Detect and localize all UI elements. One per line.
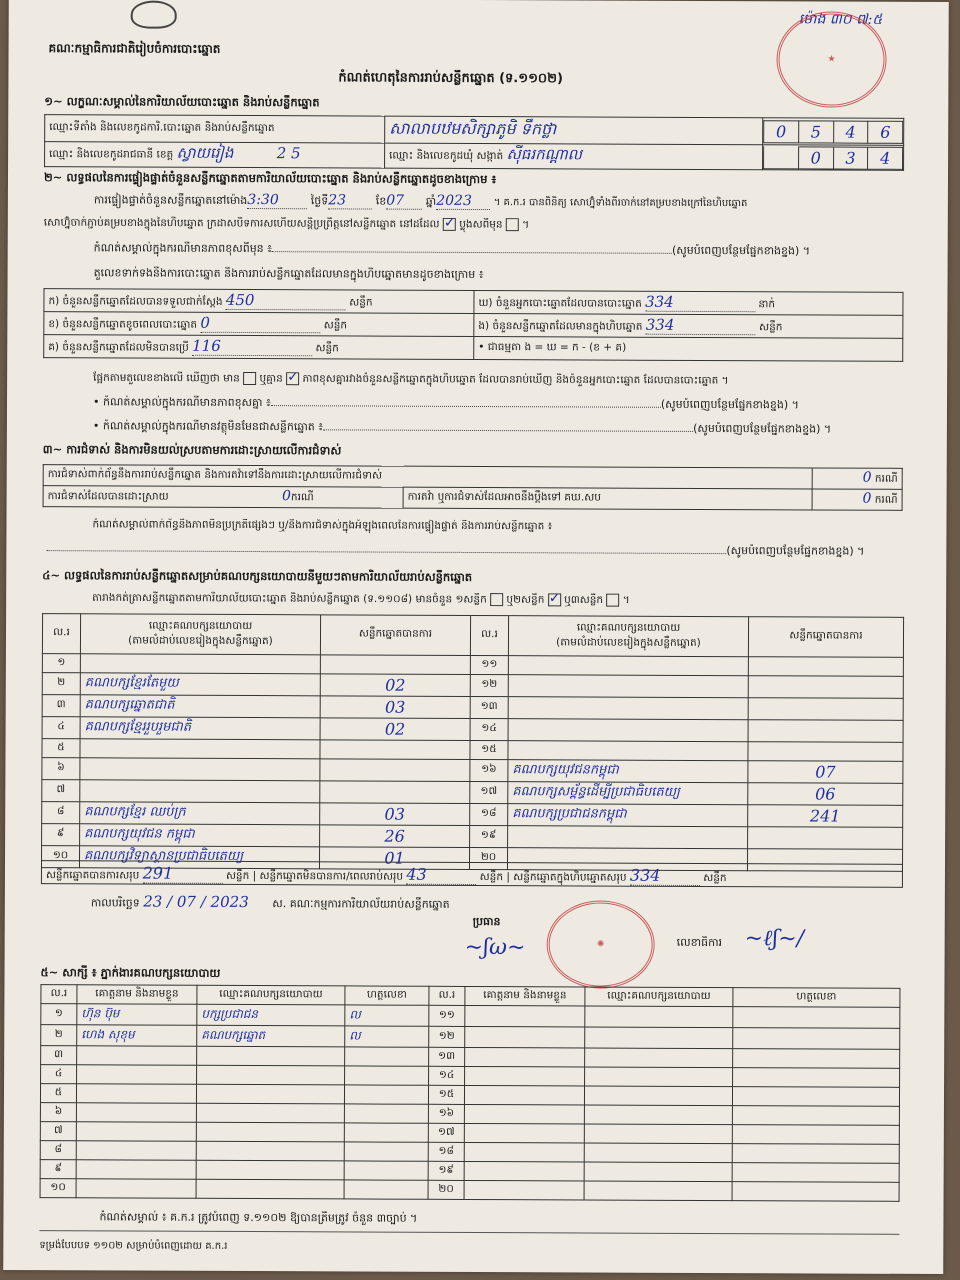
empty-cell (465, 1066, 585, 1086)
verify-year: 2023 (436, 193, 490, 210)
section3-title: ៣~ ការជំទាស់ និងការមិនយល់ស្របតាមការដោះស្រាយលើការជំទាស់ (42, 442, 342, 458)
verify-time: 3:30 (247, 192, 307, 209)
seal-ok-checkbox[interactable] (443, 218, 456, 231)
s1-r2-label: ឈ្មោះ និងលេខកូដរាជធានី ខេត្ត ស្វាយរៀង 2 5 (45, 142, 385, 168)
two-sheet-checkbox[interactable] (548, 593, 561, 606)
empty-cell (464, 1161, 584, 1181)
empty-cell (465, 1047, 585, 1067)
empty-cell (585, 1048, 733, 1068)
party-votes (748, 742, 903, 762)
witness-name (76, 1084, 196, 1104)
witness-no: ៧ (40, 1122, 76, 1141)
org-name: គណៈកម្មាធិការជាតិរៀបចំការបោះឆ្នោត (48, 41, 221, 56)
empty-cell (584, 1105, 732, 1125)
w-col-name: គោត្តនាម និងនាមខ្លួន (465, 986, 585, 1006)
w-col-sig: ហត្ថលេខា (345, 986, 429, 1005)
witness-name: ហេង សុខុម (77, 1025, 197, 1047)
chair-label: ប្រធាន (472, 914, 501, 929)
empty-cell (733, 1028, 900, 1050)
empty-cell (733, 1068, 900, 1088)
row-number: ១២ (470, 674, 508, 696)
witness-name (76, 1103, 196, 1123)
witness-name (77, 1065, 197, 1085)
row-number: ១៧ (470, 781, 508, 803)
row-number: ៨ (42, 802, 80, 824)
empty-cell (733, 1049, 900, 1069)
witness-no: ១៦ (428, 1104, 464, 1123)
irregularity-fill: (សូមបំពេញបន្ថែមផ្នែកខាងខ្នង) ។ (46, 541, 864, 561)
top-note: ម៉ោង ៣០ ៧:៥ (798, 11, 883, 28)
code-digit: 5 (798, 120, 833, 142)
code-digit: 3 (833, 147, 868, 169)
party-name (508, 656, 748, 676)
witness-no: ៤ (41, 1065, 77, 1084)
official-stamp-top: ★ (776, 11, 886, 107)
witness-party (196, 1084, 344, 1104)
s1-r2-commune: ឈ្មោះ និងលេខកូដឃុំ សង្កាត់ ស៊ីធរកណ្ដាល (385, 143, 763, 170)
diff-no-checkbox[interactable] (286, 372, 299, 385)
party-name: គណបក្សវិទ្យាស្ថានប្រជាធិបតេយ្យ (79, 846, 319, 869)
witness-signature (344, 1142, 428, 1161)
witness-party (197, 1046, 345, 1066)
empty-cell (464, 1104, 584, 1124)
commune-value: ស៊ីធរកណ្ដាល (506, 145, 583, 164)
discrepancy-line: ផ្អែកតាមតួលេខខាងលើ ឃើញថា មាន ឬគ្មាន ✓ ភាពខុសគ្នារវាងចំនួនសន្លឹកឆ្នោតក្នុងហិបឆ្នោត ដែលបានរាប់ឃើញ និងចំនួនអ្នកបោះឆ្នោត ដែលបានបោះឆ្នោត ។ (93, 371, 728, 389)
s1-r1-label: ឈ្មោះទីតាំង និងលេខកូដការិ.បោះឆ្នោត និងរាប់សន្លឹកឆ្នោត (45, 115, 385, 143)
row-number: ១១ (470, 655, 508, 674)
witness-no: ៣ (41, 1046, 77, 1065)
verify-line: ការផ្ទៀងផ្ទាត់ចំនួនសន្លឹកឆ្នោតនៅម៉ោង3:30 ថ្ងៃទី23 ខែ07 ឆ្នាំ2023 ។ គ.ក.រ បានពិនិត្យ សោហ្វ៊ុំទាំងពីរចាក់នៅគម្របខាងក្រៅនៃហិបឆ្នោត (93, 191, 748, 210)
col-votes: សន្លឹកឆ្នោតបានការ (748, 617, 903, 658)
witness-signature (345, 1047, 429, 1066)
row-number: ១៥ (470, 740, 508, 759)
row-number: ១៨ (470, 803, 508, 825)
diff-note: • កំណត់សម្គាល់ក្នុងករណីមានភាពខុសគ្នា ៖ (សូមបំពេញបន្ថែមផ្នែកខាងខ្នង) ។ (92, 395, 799, 412)
objections-count: 0 (862, 469, 872, 486)
party-name: គណបក្សយុវជនកម្ពុជា (508, 760, 748, 783)
party-name (80, 758, 320, 781)
party-name (80, 654, 320, 674)
formula: • ជាធម្មតា ង = ឃ = ក - (ខ + គ) (474, 336, 903, 361)
party-votes (320, 655, 470, 675)
party-name: គណបក្សយុវជន កម្ពុជា (80, 824, 320, 847)
witness-party: គណបក្សឆ្នោត (197, 1025, 345, 1047)
party-name (508, 741, 748, 761)
witness-no: ១៧ (428, 1123, 464, 1142)
totals-row: សន្លឹកឆ្នោតបានការសរុប 291 សន្លឹក | សន្លឹកឆ្នោតមិនបានការ/ពេលរាប់សរុប 43 សន្លឹក | សន្លឹកឆ្នោតក្នុងហិបឆ្នោតសរុប 334 សន្លឹក (41, 860, 903, 888)
col-no: ល.រ (470, 615, 508, 655)
party-votes: 06 (748, 783, 903, 806)
row-number: ៣ (42, 695, 80, 717)
voters-count: 334 (645, 293, 755, 312)
section5-title: ៥~ សាក្សី ៖ ភ្នាក់ងារគណបក្សនយោបាយ (40, 965, 221, 980)
w-col-no: ល.រ (429, 986, 465, 1005)
party-votes: 02 (320, 718, 470, 741)
party-votes (320, 781, 470, 804)
valid-total: 291 (143, 864, 223, 884)
party-name (80, 780, 320, 803)
verify-day: 23 (328, 192, 372, 209)
w-col-name: គោត្តនាម និងនាមខ្លួន (77, 985, 197, 1005)
party-votes: 03 (320, 696, 470, 719)
empty-cell (732, 1144, 899, 1164)
empty-cell (585, 1067, 733, 1087)
logo (131, 0, 177, 28)
row-number: ២ (42, 673, 80, 695)
party-votes: 241 (748, 805, 903, 828)
empty-cell (733, 1007, 900, 1029)
province-code: 2 5 (276, 144, 301, 163)
received-ballots: 450 (226, 291, 346, 311)
witness-party (197, 1065, 345, 1085)
witness-signature: ល (345, 1005, 429, 1026)
col-votes: សន្លឹកឆ្នោតបានការ (320, 615, 470, 656)
form-title: កំណត់ហេតុនៃការរាប់សន្លឹកឆ្នោត (ទ.១១០២) (338, 70, 563, 87)
party-name (508, 826, 748, 849)
s1-table (44, 114, 904, 171)
witness-party (196, 1103, 344, 1123)
w-col-party: ឈ្មោះគណបក្សនយោបាយ (585, 987, 733, 1007)
irregularity-note: កំណត់សម្គាល់ពាក់ព័ន្ធនឹងភាពមិនប្រក្រតីផ្សេងៗ ឬ/និងការជំទាស់ក្នុងអំឡុងពេលនៃការផ្ទៀងផ្ទាត់ និងការរាប់សន្លឹកឆ្នោត ៖ (92, 518, 553, 533)
appeals-count: 0 (862, 490, 872, 507)
row-number: ១០ (41, 846, 79, 868)
form-footer: ទម្រង់បែបបទ ១១០២ សម្រាប់បំពេញដោយ គ.ក.រ (39, 1240, 228, 1252)
empty-cell (585, 1006, 733, 1028)
section1-title: ១~ លក្ខណៈសម្គាល់នៃការិយាល័យបោះឆ្នោត និងរាប់សន្លឹកឆ្នោត (44, 94, 320, 110)
party-votes: 07 (748, 761, 903, 784)
one-sheet-checkbox[interactable] (490, 593, 503, 606)
witness-signature (344, 1104, 428, 1123)
party-name: គណបក្សខ្មែរតែមួយ (80, 673, 320, 696)
empty-cell (584, 1181, 732, 1201)
empty-cell (732, 1182, 899, 1202)
party-name (80, 739, 320, 759)
col-party: ឈ្មោះគណបក្សនយោបាយ (តាមលំដាប់លេខរៀងក្នុងសន្លឹកឆ្នោត) (80, 614, 320, 655)
witness-no: ៥ (40, 1084, 76, 1103)
sign-date: 23 / 07 / 2023 (143, 892, 249, 912)
code-digit: 4 (868, 147, 903, 169)
empty-cell (584, 1143, 732, 1163)
empty-cell (465, 1026, 585, 1048)
witness-no: ១៩ (428, 1161, 464, 1180)
secretary-label: លេខាធិការ (676, 935, 723, 950)
w-col-party: ឈ្មោះគណបក្សនយោបាយ (197, 985, 345, 1005)
party-votes (748, 676, 903, 699)
witness-no: ១២ (429, 1026, 465, 1047)
resolved-count: 0 (281, 488, 291, 505)
ballots-in-box: 334 (646, 316, 756, 335)
witness-no: ៦ (40, 1103, 76, 1122)
official-stamp-bottom: ✺ (546, 900, 654, 988)
party-votes: 01 (319, 847, 469, 870)
verify-month: 07 (386, 193, 422, 210)
section2-title: ២~ លទ្ធផលនៃការផ្ទៀងផ្ទាត់ចំនួនសន្លឹកឆ្នោតតាមការិយាល័យបោះឆ្នោត និងរាប់សន្លឹកឆ្នោតដូចខាងក្រោម ៖ (43, 170, 497, 187)
diff-note-line: កំណត់សម្គាល់ក្នុងករណីមានភាពខុសពីមុន ៖ (សូមបំពេញបន្ថែមផ្នែកខាងខ្នង) ។ (93, 241, 811, 258)
witness-no: ១៥ (428, 1085, 464, 1104)
diff-yes-checkbox[interactable] (243, 372, 256, 385)
party-name (508, 675, 748, 698)
w-col-sig: ហត្ថលេខា (733, 988, 900, 1008)
party-votes (320, 759, 470, 782)
s1-r1-value: សាលាបឋមសិក្សាភូមិ ទឹកថ្លា (385, 116, 763, 145)
party-votes (748, 720, 903, 743)
witness-name (77, 1046, 197, 1066)
witness-no: ១៨ (428, 1142, 464, 1161)
witness-signature (344, 1161, 428, 1180)
party-votes (748, 657, 903, 677)
party-votes: 02 (320, 674, 470, 697)
figures-intro: តួលេខទាក់ទងនឹងការបោះឆ្នោត និងការរាប់សន្លឹកឆ្នោតដែលមានក្នុងហិបឆ្នោតមានដូចខាងក្រោម ៖ (93, 266, 484, 282)
party-name: គណបក្សប្រជាជនកម្ពុជា (508, 804, 748, 827)
party-votes (748, 827, 903, 850)
witness-table (40, 984, 901, 1202)
row-number: ១៩ (470, 825, 508, 847)
objection-table: ការជំទាស់ពាក់ព័ន្ធនឹងការរាប់សន្លឹកឆ្នោត និងការតវ៉ាទៅនឹងការដោះស្រាយលើការជំទាស់ 0 ករណី ការជំទាស់ដែលបានដោះស្រាយ 0ករណី ការតវ៉ា ឬការជំទាស់ដែលអាចនឹងប្ដឹងទៅ គឃ.សប 0 ករណី (43, 464, 903, 511)
party-name: គណបក្សខ្មែររួបរួមជាតិ (80, 717, 320, 740)
code-digit: 6 (868, 121, 903, 143)
empty-cell (732, 1125, 899, 1145)
witness-no: ១១ (429, 1005, 465, 1026)
witness-name (76, 1122, 196, 1142)
object-note: • កំណត់សម្គាល់ក្នុងករណីមានវត្ថុមិនមែនជាសន្លឹកឆ្នោត ៖ (សូមបំពេញបន្ថែមផ្នែកខាងខ្នង) ។ (92, 419, 832, 436)
row-number: ១៦ (470, 759, 508, 781)
party-votes: 26 (320, 825, 470, 848)
party-votes (748, 698, 903, 721)
witness-name (76, 1179, 196, 1199)
party-name: គណបក្សសម្ព័ន្ធដើម្បីប្រជាធិបតេយ្យ (508, 782, 748, 805)
witness-no: ២ (41, 1025, 77, 1046)
unused-ballots: 116 (192, 337, 312, 357)
chair-signature: ~ʃω~ (464, 934, 526, 961)
row-number: ៤ (42, 717, 80, 739)
empty-cell (464, 1123, 584, 1143)
witness-signature (344, 1085, 428, 1104)
witness-signature (345, 1066, 429, 1085)
empty-cell (732, 1087, 899, 1107)
row-number: ១៣ (470, 696, 508, 718)
spoiled-ballots: 0 (200, 314, 320, 334)
witness-no: ៩ (40, 1160, 76, 1179)
witness-no: ២០ (428, 1180, 464, 1199)
witness-party (196, 1160, 344, 1180)
empty-cell (732, 1163, 899, 1183)
witness-signature (344, 1123, 428, 1142)
three-sheet-checkbox[interactable] (606, 594, 619, 607)
row-number: ៦ (42, 758, 80, 780)
empty-cell (732, 1106, 899, 1126)
witness-party (196, 1122, 344, 1142)
divider (39, 1230, 899, 1235)
witness-signature (344, 1180, 428, 1199)
empty-cell (585, 1027, 733, 1049)
empty-cell (584, 1086, 732, 1106)
witness-party (196, 1179, 344, 1199)
empty-cell (464, 1180, 584, 1200)
results-table (41, 613, 904, 872)
province-value: ស្វាយរៀង (176, 143, 234, 162)
empty-cell (465, 1005, 585, 1027)
secretary-signature: ~ℓʃ~/ (744, 926, 805, 952)
witness-no: ៨ (40, 1141, 76, 1160)
witness-name (76, 1141, 196, 1161)
empty-cell (584, 1162, 732, 1182)
party-name (508, 697, 748, 720)
party-name (508, 719, 748, 742)
empty-cell (464, 1142, 584, 1162)
witness-signature: ល (345, 1026, 429, 1047)
witness-row (40, 1179, 899, 1202)
invalid-total: 43 (406, 865, 476, 885)
col-party: ឈ្មោះគណបក្សនយោបាយ (តាមលំដាប់លេខរៀងក្នុងសន្លឹកឆ្នោត) (508, 616, 748, 657)
witness-no: ១៤ (429, 1066, 465, 1085)
s4-intro: តារាងកត់ត្រាសន្លឹកឆ្នោតតាមការិយាល័យបោះឆ្នោត និងរាប់សន្លឹកឆ្នោត (ទ.១១០៨) មានចំនួន ១សន្លឹក ឬ២សន្លឹក ✓ ឬ៣សន្លឹក ។ (92, 591, 630, 609)
w-col-no: ល.រ (41, 985, 77, 1004)
witness-name: ហ៊ុន ប៊ុម (77, 1004, 197, 1026)
code-digit: 4 (833, 121, 868, 143)
section4-title: ៤~ លទ្ធផលនៃការរាប់សន្លឹកឆ្នោតសម្រាប់គណបក្សនយោបាយនីមួយៗតាមការិយាល័យរាប់សន្លឹកឆ្នោត (42, 568, 473, 584)
col-no: ល.រ (42, 614, 80, 654)
figures-table: ក) ចំនួនសន្លឹកឆ្នោតដែលបានទទួលជាក់ស្ដែង 450 សន្លឹក ឃ) ចំនួនអ្នកបោះឆ្នោតដែលបានបោះឆ្នោត 334 នាក់ ខ) ចំនួនសន្លឹកឆ្នោតខូចពេលបោះឆ្នោត 0 សន្លឹក ង) ចំនួនសន្លឹកឆ្នោតដែលមានក្នុងហិបឆ្នោត 334 សន្លឹក គ) ចំនួនសន្លឹកឆ្នោតដែលមិនបានប្រើ 116 សន្លឹក • ជាធម្មតា ង = ឃ = ក - (ខ + គ) (43, 288, 903, 362)
code-digit: 0 (764, 120, 799, 142)
seal-line: សោហ្វ៊ុំចាក់ភ្ជាប់គម្របខាងក្នុងនៃហិបឆ្នោត ក្រដាសបិទការសហើយសន្តិប្រព្រឹត្តនៅសន្លឹកឆ្នោត នៅដដែល ✓ ប្លុងសពីមុន ។ (44, 216, 529, 234)
empty-cell (464, 1085, 584, 1105)
party-name: គណបក្សខ្មែរ ឈប់ក្រ (80, 802, 320, 825)
form-sheet (3, 0, 949, 1274)
row-number: ៧ (42, 780, 80, 802)
footnote: កំណត់សម្គាល់ ៖ គ.ក.រ ត្រូវបំពេញ ទ.១១០២ ឱ្យបានត្រឹមត្រូវ ចំនួន ៣ច្បាប់ ។ (99, 1210, 418, 1225)
witness-no: ១០ (40, 1179, 76, 1198)
row-number: ៥ (42, 739, 80, 758)
witness-party: បក្សប្រជាជន (197, 1004, 345, 1026)
party-votes (320, 740, 470, 760)
date-line: កាលបរិច្ឆេទ 23 / 07 / 2023 ស. គណៈកម្មការការិយាល័យរាប់សន្លឹកឆ្នោត (90, 892, 450, 912)
seal-changed-checkbox[interactable] (506, 218, 519, 231)
party-name: គណបក្សឆ្នោតជាតិ (80, 695, 320, 718)
code-digit: 0 (798, 146, 833, 168)
box-total: 334 (630, 866, 700, 886)
row-number: ២០ (469, 847, 507, 869)
witness-party (196, 1141, 344, 1161)
row-number: ១ (42, 654, 80, 673)
row-number: ១៤ (470, 718, 508, 740)
witness-no: ១ (41, 1004, 77, 1025)
empty-cell (584, 1124, 732, 1144)
party-votes: 03 (320, 803, 470, 826)
witness-no: ១៣ (429, 1047, 465, 1066)
witness-name (76, 1160, 196, 1180)
row-number: ៩ (42, 824, 80, 846)
